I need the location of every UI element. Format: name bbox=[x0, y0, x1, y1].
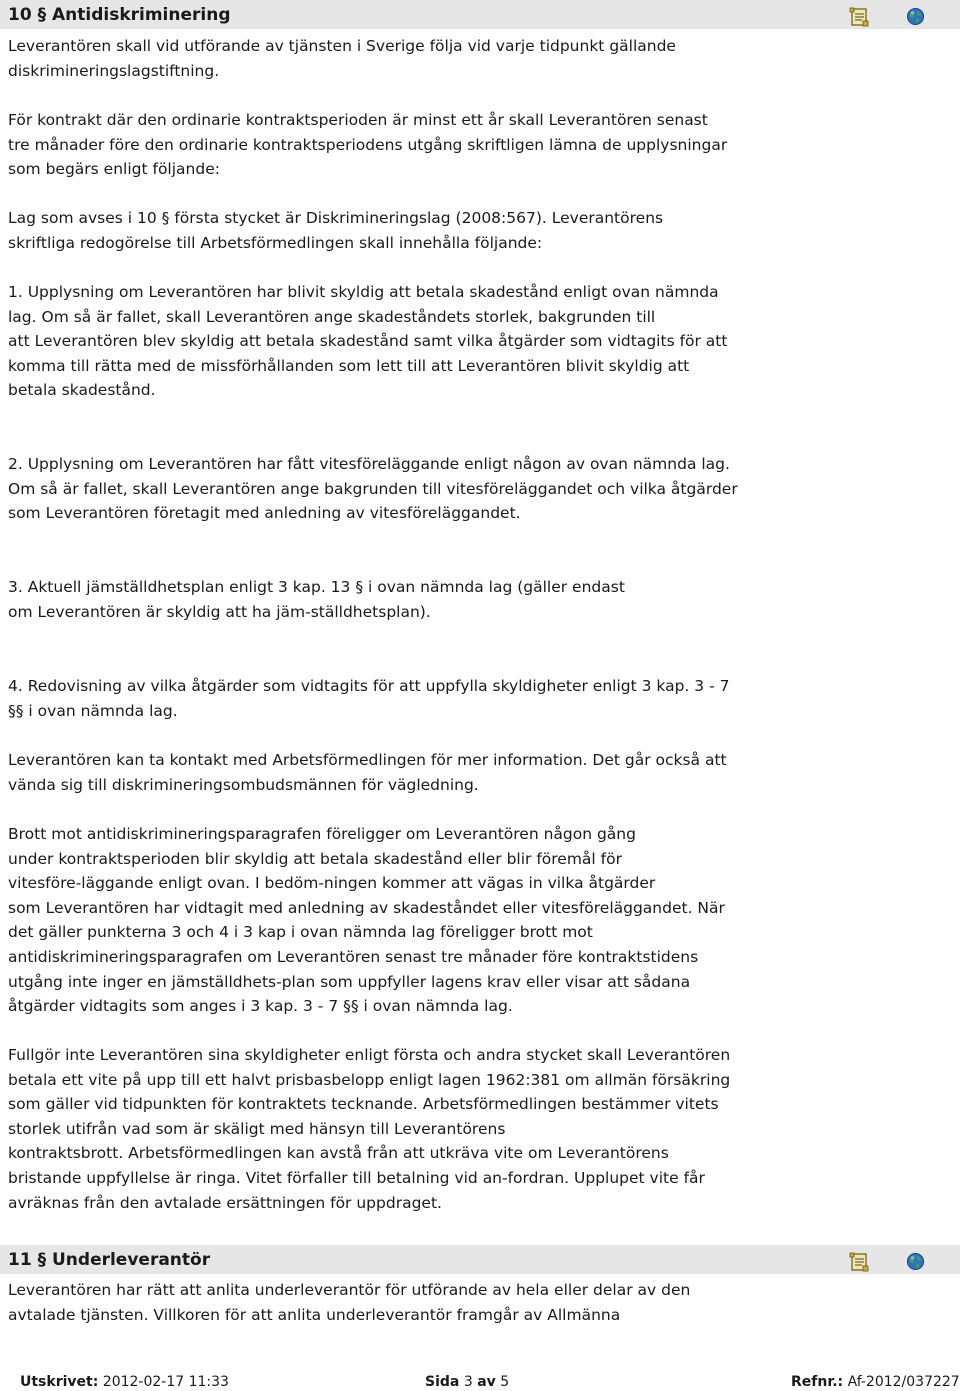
globe-icon[interactable] bbox=[906, 1252, 925, 1271]
paragraph: Leverantören kan ta kontakt med Arbetsförmedlingen för mer information. Det går också att vända sig till diskrimineringsombudsmännen för vägledning. bbox=[8, 751, 727, 794]
list-item: 1. Upplysning om Leverantören har blivit skyldig att betala skadestånd enligt ovan nämnda lag. Om så är fallet, skall Leverantören ange skadeståndets storlek, bakgrunden till att Leverantören blev skyldig att betala skadestånd samt vilka åtgärder som vidtagits för att komma till rätta med de missförhållanden som lett till att Leverantören blivit skyldig att betala skadestånd. bbox=[8, 283, 728, 400]
printed-info bbox=[20, 1373, 229, 1391]
section-title: 10 § Antidiskriminering bbox=[8, 5, 231, 25]
paragraph: Lag som avses i 10 § första stycket är Diskrimineringslag (2008:567). Leverantörens skriftliga redogörelse till Arbetsförmedlingen skall innehålla följande: bbox=[8, 209, 664, 252]
page-of: av bbox=[477, 1374, 496, 1390]
list-item: 4. Redovisning av vilka åtgärder som vidtagits för att uppfylla skyldigheter enligt 3 kap. 3 - 7 §§ i ovan nämnda lag. bbox=[8, 677, 730, 720]
page-current: 3 bbox=[463, 1374, 473, 1390]
globe-icon[interactable] bbox=[906, 7, 925, 26]
paragraph: Fullgör inte Leverantören sina skyldigheter enligt första och andra stycket skall Leverantören betala ett vite på upp till ett halvt prisbasbelopp enligt lagen 1962:381 om allmän försäkring som gäller vid tidpunkten för kontraktets tecknande. Arbetsförmedlingen bestämmer vitets storlek utifrån vad som är skäligt med hänsyn till Leverantörens kontraktsbrott. Arbetsförmedlingen kan avstå från att utkräva vite om Leverantörens bristande uppfyllelse är ringa. Vitet förfaller till betalning vid an-fordran. Upplupet vite får avräknas från den avtalade ersättningen för uppdraget. bbox=[8, 1046, 731, 1212]
page-number bbox=[425, 1373, 509, 1391]
section-header bbox=[0, 0, 960, 29]
document-icon[interactable] bbox=[849, 7, 869, 27]
paragraph: För kontrakt där den ordinarie kontraktsperioden är minst ett år skall Leverantören senast tre månader före den ordinarie kontraktsperiodens utgång skriftligen lämna de upplysningar som begärs enligt följande: bbox=[8, 111, 728, 179]
printed-label: Utskrivet: bbox=[20, 1374, 99, 1390]
paragraph: Brott mot antidiskrimineringsparagrafen föreligger om Leverantören någon gång under kontraktsperioden blir skyldig att betala skadestånd eller blir föremål för vitesföre-läggande enligt ovan. I bedöm-ningen kommer att vägas in vilka åtgärder som Leverantören har vidtagit med anledning av skadeståndet eller vitesföreläggandet. När det gäller punkterna 3 och 4 i 3 kap i ovan nämnda lag föreligger brott mot antidiskrimineringsparagrafen om Leverantören senast tre månader före kontraktstidens utgång inte inger en jämställdhets-plan som uppfyller lagens krav eller visar att sådana åtgärder vidtagits som anges i 3 kap. 3 - 7 §§ i ovan nämnda lag. bbox=[8, 825, 725, 1016]
page-footer bbox=[0, 1373, 960, 1391]
list-item: 3. Aktuell jämställdhetsplan enligt 3 kap. 13 § i ovan nämnda lag (gäller endast om Leverantören är skyldig att ha jäm-ställdhetsplan). bbox=[8, 578, 625, 621]
paragraph: Leverantören har rätt att anlita underleverantör för utförande av hela eller delar av den avtalade tjänsten. Villkoren för att anlita underleverantör framgår av Allmänna bbox=[8, 1281, 691, 1324]
printed-value: 2012-02-17 11:33 bbox=[102, 1374, 229, 1390]
paragraph: Leverantören skall vid utförande av tjänsten i Sverige följa vid varje tidpunkt gällande diskrimineringslagstiftning. bbox=[8, 37, 676, 80]
reference-number bbox=[791, 1373, 960, 1391]
document-icon[interactable] bbox=[849, 1252, 869, 1272]
section-header bbox=[0, 1245, 960, 1274]
ref-value: Af-2012/037227 bbox=[847, 1374, 960, 1390]
section-icons bbox=[849, 7, 929, 29]
list-item: 2. Upplysning om Leverantören har fått vitesföreläggande enligt någon av ovan nämnda lag. Om så är fallet, skall Leverantören ange bakgrunden till vitesföreläggandet och vilka åtgärder som Leverantören företagit med anledning av vitesföreläggandet. bbox=[8, 455, 738, 523]
section-icons bbox=[849, 1252, 929, 1274]
ref-label: Refnr.: bbox=[791, 1374, 844, 1390]
page-label: Sida bbox=[425, 1374, 460, 1390]
page-total: 5 bbox=[500, 1374, 510, 1390]
section-title: 11 § Underleverantör bbox=[8, 1250, 211, 1270]
